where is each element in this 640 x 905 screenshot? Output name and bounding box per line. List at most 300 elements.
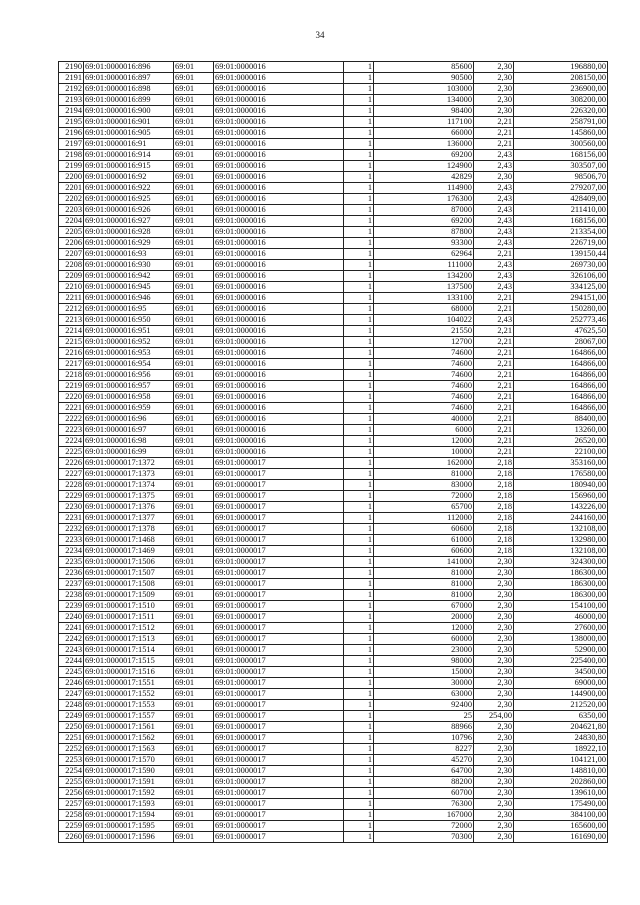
cadastral-number: 69:01:0000017:1378 <box>84 524 174 535</box>
row-number: 2244 <box>59 656 84 667</box>
value-cell: 34500,00 <box>514 667 608 678</box>
rate-cell: 2,43 <box>474 161 514 172</box>
value-cell: 164866,00 <box>514 348 608 359</box>
quarter-number: 69:01:0000016 <box>214 425 344 436</box>
rate-cell: 2,30 <box>474 799 514 810</box>
rate-cell: 2,43 <box>474 227 514 238</box>
region-code: 69:01 <box>174 216 214 227</box>
area-cell: 141000 <box>374 557 474 568</box>
area-cell: 15000 <box>374 667 474 678</box>
cadastral-number: 69:01:0000016:93 <box>84 249 174 260</box>
area-cell: 114900 <box>374 183 474 194</box>
table-row <box>59 282 608 293</box>
row-number: 2259 <box>59 821 84 832</box>
rate-cell: 2,43 <box>474 205 514 216</box>
quarter-number: 69:01:0000016 <box>214 172 344 183</box>
row-number: 2236 <box>59 568 84 579</box>
region-code: 69:01 <box>174 656 214 667</box>
rate-cell: 2,30 <box>474 84 514 95</box>
quarter-number: 69:01:0000016 <box>214 370 344 381</box>
quarter-number: 69:01:0000016 <box>214 238 344 249</box>
cadastral-number: 69:01:0000016:957 <box>84 381 174 392</box>
row-number: 2233 <box>59 535 84 546</box>
table-row <box>59 205 608 216</box>
area-cell: 60700 <box>374 788 474 799</box>
cadastral-number: 69:01:0000017:1563 <box>84 744 174 755</box>
row-number: 2251 <box>59 733 84 744</box>
table-row <box>59 183 608 194</box>
quarter-number: 69:01:0000016 <box>214 139 344 150</box>
table-row <box>59 832 608 843</box>
region-code: 69:01 <box>174 755 214 766</box>
count-cell: 1 <box>344 337 374 348</box>
rate-cell: 2,30 <box>474 172 514 183</box>
table-row <box>59 667 608 678</box>
value-cell: 138000,00 <box>514 634 608 645</box>
rate-cell: 2,43 <box>474 150 514 161</box>
area-cell: 104022 <box>374 315 474 326</box>
area-cell: 21550 <box>374 326 474 337</box>
value-cell: 148810,00 <box>514 766 608 777</box>
count-cell: 1 <box>344 128 374 139</box>
row-number: 2196 <box>59 128 84 139</box>
area-cell: 90500 <box>374 73 474 84</box>
value-cell: 52900,00 <box>514 645 608 656</box>
row-number: 2211 <box>59 293 84 304</box>
cadastral-number: 69:01:0000017:1553 <box>84 700 174 711</box>
count-cell: 1 <box>344 458 374 469</box>
table-row <box>59 117 608 128</box>
value-cell: 269730,00 <box>514 260 608 271</box>
cadastral-number: 69:01:0000016:905 <box>84 128 174 139</box>
area-cell: 74600 <box>374 392 474 403</box>
row-number: 2243 <box>59 645 84 656</box>
quarter-number: 69:01:0000016 <box>214 95 344 106</box>
rate-cell: 2,43 <box>474 194 514 205</box>
row-number: 2240 <box>59 612 84 623</box>
area-cell: 61000 <box>374 535 474 546</box>
row-number: 2248 <box>59 700 84 711</box>
cadastral-number: 69:01:0000016:98 <box>84 436 174 447</box>
table-row <box>59 733 608 744</box>
quarter-number: 69:01:0000017 <box>214 535 344 546</box>
table-row <box>59 150 608 161</box>
table-row <box>59 249 608 260</box>
quarter-number: 69:01:0000016 <box>214 260 344 271</box>
row-number: 2217 <box>59 359 84 370</box>
region-code: 69:01 <box>174 359 214 370</box>
value-cell: 236900,00 <box>514 84 608 95</box>
count-cell: 1 <box>344 777 374 788</box>
table-row <box>59 326 608 337</box>
count-cell: 1 <box>344 524 374 535</box>
area-cell: 72000 <box>374 491 474 502</box>
value-cell: 211410,00 <box>514 205 608 216</box>
value-cell: 27600,00 <box>514 623 608 634</box>
row-number: 2213 <box>59 315 84 326</box>
rate-cell: 2,30 <box>474 656 514 667</box>
area-cell: 81000 <box>374 568 474 579</box>
cadastral-number: 69:01:0000016:952 <box>84 337 174 348</box>
region-code: 69:01 <box>174 590 214 601</box>
count-cell: 1 <box>344 359 374 370</box>
value-cell: 143226,00 <box>514 502 608 513</box>
area-cell: 23000 <box>374 645 474 656</box>
quarter-number: 69:01:0000017 <box>214 579 344 590</box>
region-code: 69:01 <box>174 491 214 502</box>
region-code: 69:01 <box>174 106 214 117</box>
count-cell: 1 <box>344 117 374 128</box>
value-cell: 175490,00 <box>514 799 608 810</box>
area-cell: 69200 <box>374 216 474 227</box>
value-cell: 150280,00 <box>514 304 608 315</box>
quarter-number: 69:01:0000017 <box>214 612 344 623</box>
quarter-number: 69:01:0000017 <box>214 568 344 579</box>
rate-cell: 2,30 <box>474 678 514 689</box>
row-number: 2250 <box>59 722 84 733</box>
table-body <box>59 62 608 843</box>
rate-cell: 2,30 <box>474 700 514 711</box>
row-number: 2222 <box>59 414 84 425</box>
region-code: 69:01 <box>174 414 214 425</box>
area-cell: 85600 <box>374 62 474 73</box>
row-number: 2242 <box>59 634 84 645</box>
count-cell: 1 <box>344 293 374 304</box>
region-code: 69:01 <box>174 139 214 150</box>
region-code: 69:01 <box>174 95 214 106</box>
table-row <box>59 546 608 557</box>
region-code: 69:01 <box>174 315 214 326</box>
rate-cell: 2,30 <box>474 62 514 73</box>
cadastral-number: 69:01:0000017:1516 <box>84 667 174 678</box>
table-row <box>59 392 608 403</box>
value-cell: 303507,00 <box>514 161 608 172</box>
value-cell: 22100,00 <box>514 447 608 458</box>
rate-cell: 2,43 <box>474 282 514 293</box>
area-cell: 8227 <box>374 744 474 755</box>
row-number: 2252 <box>59 744 84 755</box>
value-cell: 28067,00 <box>514 337 608 348</box>
table-row <box>59 722 608 733</box>
quarter-number: 69:01:0000016 <box>214 359 344 370</box>
cadastral-number: 69:01:0000016:92 <box>84 172 174 183</box>
rate-cell: 2,18 <box>474 469 514 480</box>
quarter-number: 69:01:0000016 <box>214 315 344 326</box>
quarter-number: 69:01:0000016 <box>214 216 344 227</box>
cadastral-number: 69:01:0000017:1511 <box>84 612 174 623</box>
table-row <box>59 337 608 348</box>
quarter-number: 69:01:0000017 <box>214 667 344 678</box>
count-cell: 1 <box>344 106 374 117</box>
cadastral-number: 69:01:0000017:1592 <box>84 788 174 799</box>
cadastral-number: 69:01:0000016:97 <box>84 425 174 436</box>
count-cell: 1 <box>344 150 374 161</box>
quarter-number: 69:01:0000017 <box>214 480 344 491</box>
area-cell: 60000 <box>374 634 474 645</box>
count-cell: 1 <box>344 667 374 678</box>
count-cell: 1 <box>344 700 374 711</box>
quarter-number: 69:01:0000016 <box>214 227 344 238</box>
count-cell: 1 <box>344 678 374 689</box>
area-cell: 66000 <box>374 128 474 139</box>
row-number: 2238 <box>59 590 84 601</box>
area-cell: 30000 <box>374 678 474 689</box>
area-cell: 40000 <box>374 414 474 425</box>
value-cell: 154100,00 <box>514 601 608 612</box>
cadastral-number: 69:01:0000017:1561 <box>84 722 174 733</box>
area-cell: 87800 <box>374 227 474 238</box>
area-cell: 83000 <box>374 480 474 491</box>
area-cell: 6000 <box>374 425 474 436</box>
quarter-number: 69:01:0000016 <box>214 117 344 128</box>
value-cell: 164866,00 <box>514 359 608 370</box>
table-row <box>59 315 608 326</box>
value-cell: 252773,46 <box>514 315 608 326</box>
region-code: 69:01 <box>174 612 214 623</box>
region-code: 69:01 <box>174 480 214 491</box>
rate-cell: 2,30 <box>474 766 514 777</box>
value-cell: 139610,00 <box>514 788 608 799</box>
region-code: 69:01 <box>174 337 214 348</box>
quarter-number: 69:01:0000017 <box>214 678 344 689</box>
count-cell: 1 <box>344 568 374 579</box>
region-code: 69:01 <box>174 161 214 172</box>
rate-cell: 2,30 <box>474 106 514 117</box>
value-cell: 164866,00 <box>514 381 608 392</box>
value-cell: 156960,00 <box>514 491 608 502</box>
rate-cell: 2,30 <box>474 601 514 612</box>
area-cell: 112000 <box>374 513 474 524</box>
table-row <box>59 238 608 249</box>
rate-cell: 2,21 <box>474 117 514 128</box>
quarter-number: 69:01:0000017 <box>214 502 344 513</box>
cadastral-number: 69:01:0000017:1509 <box>84 590 174 601</box>
value-cell: 24830,80 <box>514 733 608 744</box>
table-row <box>59 502 608 513</box>
region-code: 69:01 <box>174 227 214 238</box>
value-cell: 6350,00 <box>514 711 608 722</box>
table-row <box>59 95 608 106</box>
value-cell: 244160,00 <box>514 513 608 524</box>
cadastral-number: 69:01:0000017:1512 <box>84 623 174 634</box>
rate-cell: 2,30 <box>474 755 514 766</box>
quarter-number: 69:01:0000017 <box>214 810 344 821</box>
quarter-number: 69:01:0000016 <box>214 304 344 315</box>
area-cell: 98000 <box>374 656 474 667</box>
quarter-number: 69:01:0000017 <box>214 634 344 645</box>
rate-cell: 2,21 <box>474 249 514 260</box>
quarter-number: 69:01:0000017 <box>214 711 344 722</box>
area-cell: 137500 <box>374 282 474 293</box>
table-row <box>59 557 608 568</box>
quarter-number: 69:01:0000017 <box>214 601 344 612</box>
quarter-number: 69:01:0000017 <box>214 491 344 502</box>
region-code: 69:01 <box>174 469 214 480</box>
region-code: 69:01 <box>174 700 214 711</box>
count-cell: 1 <box>344 205 374 216</box>
value-cell: 46000,00 <box>514 612 608 623</box>
row-number: 2214 <box>59 326 84 337</box>
quarter-number: 69:01:0000016 <box>214 447 344 458</box>
region-code: 69:01 <box>174 733 214 744</box>
row-number: 2202 <box>59 194 84 205</box>
area-cell: 69200 <box>374 150 474 161</box>
area-cell: 63000 <box>374 689 474 700</box>
cadastral-number: 69:01:0000016:95 <box>84 304 174 315</box>
row-number: 2254 <box>59 766 84 777</box>
table-row <box>59 458 608 469</box>
region-code: 69:01 <box>174 601 214 612</box>
area-cell: 93300 <box>374 238 474 249</box>
count-cell: 1 <box>344 260 374 271</box>
rate-cell: 2,30 <box>474 73 514 84</box>
area-cell: 162000 <box>374 458 474 469</box>
quarter-number: 69:01:0000017 <box>214 744 344 755</box>
table-row <box>59 359 608 370</box>
cadastral-number: 69:01:0000016:926 <box>84 205 174 216</box>
region-code: 69:01 <box>174 777 214 788</box>
value-cell: 186300,00 <box>514 590 608 601</box>
area-cell: 20000 <box>374 612 474 623</box>
quarter-number: 69:01:0000016 <box>214 128 344 139</box>
region-code: 69:01 <box>174 634 214 645</box>
table-row <box>59 425 608 436</box>
quarter-number: 69:01:0000016 <box>214 161 344 172</box>
table-row <box>59 821 608 832</box>
row-number: 2215 <box>59 337 84 348</box>
rate-cell: 2,21 <box>474 304 514 315</box>
count-cell: 1 <box>344 227 374 238</box>
region-code: 69:01 <box>174 513 214 524</box>
row-number: 2237 <box>59 579 84 590</box>
region-code: 69:01 <box>174 744 214 755</box>
area-cell: 65700 <box>374 502 474 513</box>
count-cell: 1 <box>344 95 374 106</box>
region-code: 69:01 <box>174 568 214 579</box>
quarter-number: 69:01:0000017 <box>214 546 344 557</box>
area-cell: 64700 <box>374 766 474 777</box>
row-number: 2258 <box>59 810 84 821</box>
area-cell: 111000 <box>374 260 474 271</box>
value-cell: 164866,00 <box>514 370 608 381</box>
value-cell: 279207,00 <box>514 183 608 194</box>
rate-cell: 2,30 <box>474 722 514 733</box>
row-number: 2234 <box>59 546 84 557</box>
table-row <box>59 700 608 711</box>
area-cell: 25 <box>374 711 474 722</box>
cadastral-number: 69:01:0000016:922 <box>84 183 174 194</box>
cadastral-number: 69:01:0000017:1594 <box>84 810 174 821</box>
cadastral-number: 69:01:0000017:1468 <box>84 535 174 546</box>
cadastral-number: 69:01:0000017:1513 <box>84 634 174 645</box>
table-row <box>59 414 608 425</box>
row-number: 2197 <box>59 139 84 150</box>
area-cell: 72000 <box>374 821 474 832</box>
table-row <box>59 370 608 381</box>
area-cell: 167000 <box>374 810 474 821</box>
cadastral-number: 69:01:0000017:1508 <box>84 579 174 590</box>
cadastral-number: 69:01:0000017:1372 <box>84 458 174 469</box>
row-number: 2216 <box>59 348 84 359</box>
cadastral-number: 69:01:0000017:1562 <box>84 733 174 744</box>
table-row <box>59 172 608 183</box>
count-cell: 1 <box>344 711 374 722</box>
row-number: 2204 <box>59 216 84 227</box>
area-cell: 10000 <box>374 447 474 458</box>
table-row <box>59 227 608 238</box>
cadastral-number: 69:01:0000017:1551 <box>84 678 174 689</box>
area-cell: 88200 <box>374 777 474 788</box>
rate-cell: 2,43 <box>474 216 514 227</box>
row-number: 2201 <box>59 183 84 194</box>
row-number: 2247 <box>59 689 84 700</box>
rate-cell: 2,21 <box>474 326 514 337</box>
rate-cell: 2,18 <box>474 480 514 491</box>
region-code: 69:01 <box>174 546 214 557</box>
count-cell: 1 <box>344 612 374 623</box>
count-cell: 1 <box>344 348 374 359</box>
count-cell: 1 <box>344 183 374 194</box>
rate-cell: 2,30 <box>474 689 514 700</box>
count-cell: 1 <box>344 194 374 205</box>
table-row <box>59 304 608 315</box>
table-row <box>59 216 608 227</box>
rate-cell: 2,30 <box>474 821 514 832</box>
table-row <box>59 128 608 139</box>
cadastral-number: 69:01:0000016:953 <box>84 348 174 359</box>
rate-cell: 2,21 <box>474 447 514 458</box>
region-code: 69:01 <box>174 84 214 95</box>
rate-cell: 2,18 <box>474 524 514 535</box>
area-cell: 176300 <box>374 194 474 205</box>
quarter-number: 69:01:0000016 <box>214 62 344 73</box>
value-cell: 324300,00 <box>514 557 608 568</box>
quarter-number: 69:01:0000016 <box>214 392 344 403</box>
region-code: 69:01 <box>174 711 214 722</box>
value-cell: 294151,00 <box>514 293 608 304</box>
rate-cell: 2,21 <box>474 392 514 403</box>
table-row <box>59 634 608 645</box>
table-row <box>59 810 608 821</box>
value-cell: 144900,00 <box>514 689 608 700</box>
region-code: 69:01 <box>174 524 214 535</box>
area-cell: 70300 <box>374 832 474 843</box>
table-row <box>59 711 608 722</box>
region-code: 69:01 <box>174 392 214 403</box>
rate-cell: 2,21 <box>474 337 514 348</box>
value-cell: 226719,00 <box>514 238 608 249</box>
row-number: 2209 <box>59 271 84 282</box>
value-cell: 212520,00 <box>514 700 608 711</box>
row-number: 2256 <box>59 788 84 799</box>
count-cell: 1 <box>344 315 374 326</box>
cadastral-number: 69:01:0000017:1595 <box>84 821 174 832</box>
count-cell: 1 <box>344 271 374 282</box>
region-code: 69:01 <box>174 326 214 337</box>
count-cell: 1 <box>344 370 374 381</box>
rate-cell: 2,30 <box>474 623 514 634</box>
count-cell: 1 <box>344 139 374 150</box>
table-row <box>59 139 608 150</box>
rate-cell: 2,21 <box>474 436 514 447</box>
cadastral-number: 69:01:0000016:951 <box>84 326 174 337</box>
table-row <box>59 689 608 700</box>
rate-cell: 2,43 <box>474 183 514 194</box>
cadastral-number: 69:01:0000016:925 <box>84 194 174 205</box>
quarter-number: 69:01:0000017 <box>214 645 344 656</box>
area-cell: 74600 <box>374 348 474 359</box>
cadastral-number: 69:01:0000017:1506 <box>84 557 174 568</box>
